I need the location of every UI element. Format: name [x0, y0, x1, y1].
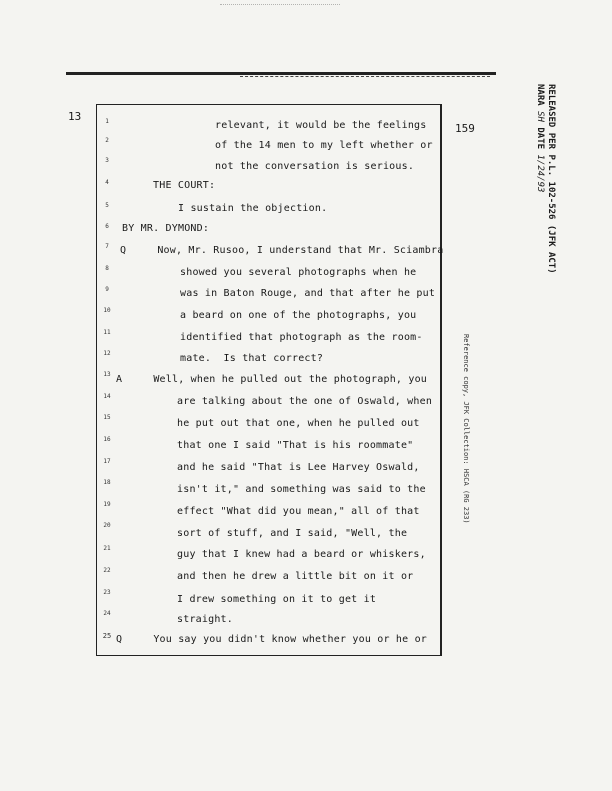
line-number: 8 [105, 265, 109, 272]
transcript-line: sort of stuff, and I said, "Well, the [177, 528, 408, 539]
transcript-line: mate. Is that correct? [180, 353, 324, 364]
question-line: Q You say you didn't know whether you or he or [116, 634, 428, 645]
transcript-line: relevant, it would be the feelings [215, 120, 427, 131]
line-number: 18 [103, 479, 111, 486]
reference-note: Reference copy, JFK Collection: HSCA (RG 233) [462, 334, 470, 524]
page-number: 159 [455, 122, 475, 135]
line-number: 23 [103, 589, 111, 596]
line-number: 2 [105, 137, 109, 144]
stamp-date: 1/24/93 [535, 154, 545, 193]
transcript-line: I sustain the objection. [178, 203, 328, 214]
line-number: 11 [103, 329, 111, 336]
line-number: 9 [105, 286, 109, 293]
line-number: 15 [103, 414, 111, 421]
transcript-line: and he said "That is Lee Harvey Oswald, [177, 462, 420, 473]
transcript-line: and then he drew a little bit on it or [177, 571, 414, 582]
line-number: 17 [103, 458, 111, 465]
line-number: 14 [103, 393, 111, 400]
stamp-initials: SH [535, 111, 545, 122]
line-number: 5 [105, 202, 109, 209]
line-number: 4 [105, 179, 109, 186]
answer-line: A Well, when he pulled out the photograph, you [116, 374, 428, 385]
transcript-line: isn't it," and something was said to the [177, 484, 426, 495]
speaker-label: THE COURT: [153, 180, 216, 191]
line-number: 12 [103, 350, 111, 357]
sheet-number: 13 [68, 110, 82, 123]
transcript-line: he put out that one, when he pulled out [177, 418, 420, 429]
transcript-line: effect "What did you mean," all of that [177, 506, 420, 517]
line-number: 16 [103, 436, 111, 443]
header-rule [66, 72, 496, 75]
transcript-line: guy that I knew had a beard or whiskers, [177, 549, 426, 560]
header-rule-faint [240, 76, 490, 77]
transcript-line: that one I said "That is his roommate" [177, 440, 414, 451]
line-number: 21 [103, 545, 111, 552]
line-number: 3 [105, 157, 109, 164]
question-line: Q Now, Mr. Rusoo, I understand that Mr. Sciambra [120, 245, 444, 256]
transcript-line: are talking about the one of Oswald, when [177, 396, 433, 407]
release-stamp-line1: RELEASED PER P.L. 102-526 (JFK ACT) [546, 84, 556, 274]
transcript-line: of the 14 men to my left whether or [215, 140, 433, 151]
line-number: 25 [102, 632, 112, 640]
transcript-line: a beard on one of the photographs, you [180, 310, 417, 321]
line-number: 22 [103, 567, 111, 574]
line-number: 7 [105, 243, 109, 250]
transcript-line: I drew something on it to get it [177, 594, 377, 605]
transcript-line: showed you several photographs when he [180, 267, 417, 278]
line-number: 1 [105, 118, 109, 125]
line-number: 20 [103, 522, 111, 529]
transcript-line: straight. [177, 614, 233, 625]
stamp-date-label: DATE [535, 127, 545, 150]
line-number: 10 [103, 307, 111, 314]
line-number: 24 [103, 610, 111, 617]
transcript-line: identified that photograph as the room- [180, 332, 423, 343]
examiner-label: BY MR. DYMOND: [122, 223, 210, 234]
transcript-line: not the conversation is serious. [215, 161, 415, 172]
line-number: 19 [103, 501, 111, 508]
line-number: 13 [103, 371, 111, 378]
release-stamp [534, 84, 556, 274]
line-number: 6 [105, 223, 109, 230]
release-stamp-line2 [534, 84, 545, 274]
transcript-line: was in Baton Rouge, and that after he put [180, 288, 436, 299]
scan-smudge [220, 4, 340, 9]
stamp-nara: NARA [535, 84, 545, 106]
